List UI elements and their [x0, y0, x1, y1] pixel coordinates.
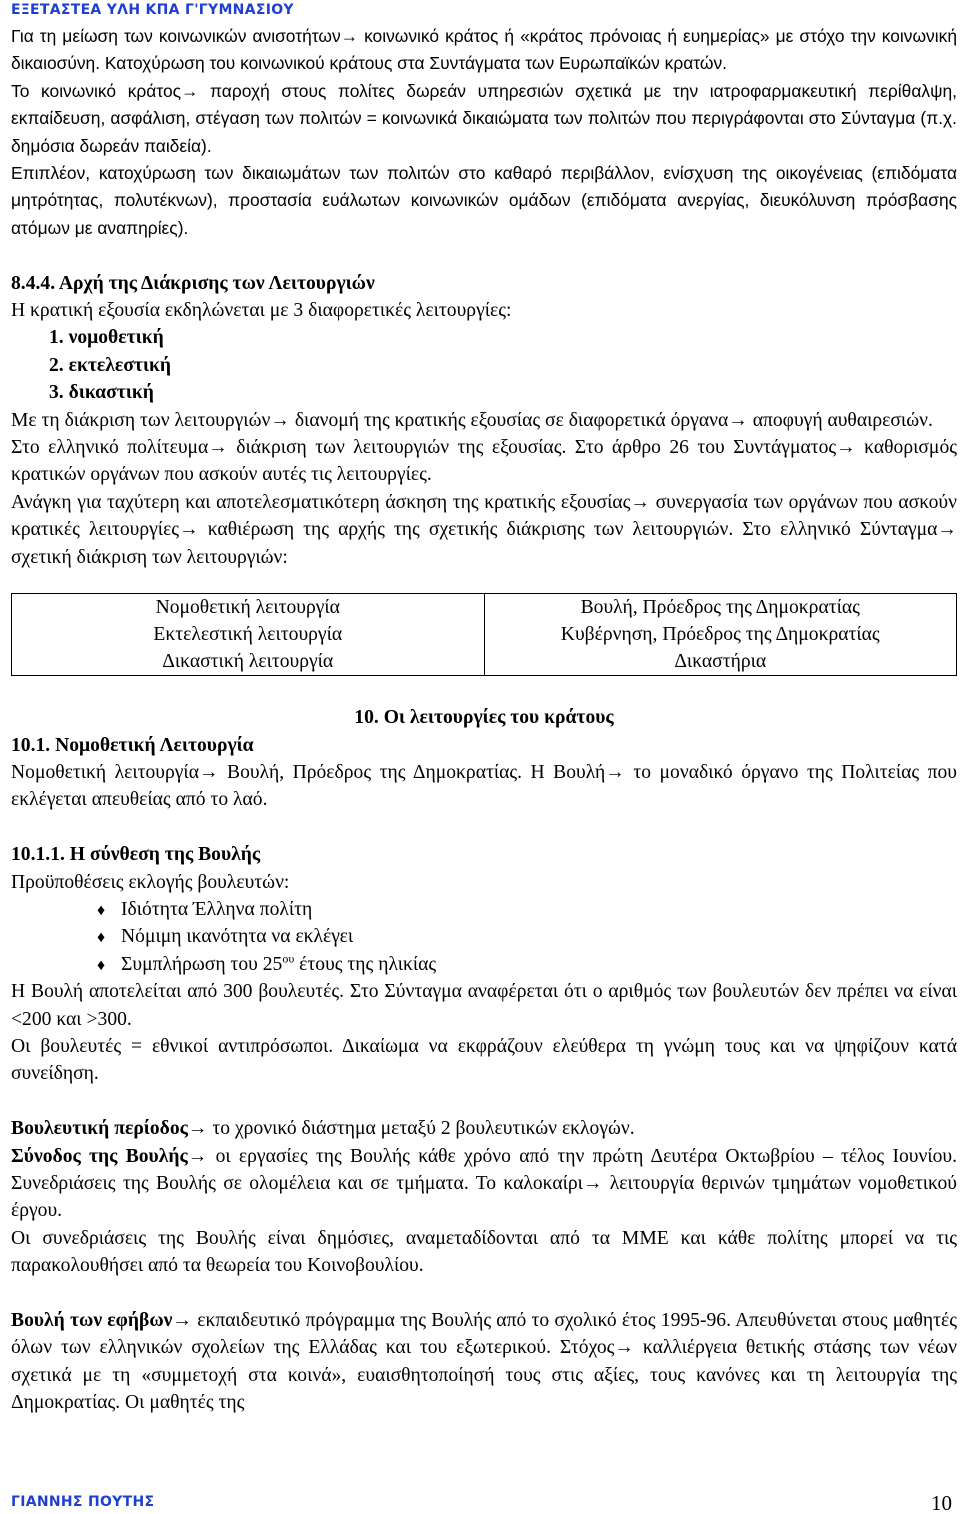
page-header: ΕΞΕΤΑΣΤΕΑ ΥΛΗ ΚΠΑ Γ'ΓΥΜΝΑΣΙΟΥ — [11, 2, 294, 18]
eligibility-list — [11, 896, 957, 978]
ordinal-suffix: ου — [282, 951, 295, 966]
table-cell: Εκτελεστική λειτουργία — [12, 621, 485, 648]
list-item-text: Νόμιμη ικανότητα να εκλέγει — [121, 926, 354, 948]
list-item — [11, 923, 957, 950]
list-item-text: Συμπλήρωση του 25 — [121, 953, 283, 975]
intro-paragraph-2: Το κοινωνικό κράτος→ παροχή στους πολίτες δωρεάν υπηρεσιών σχετικά με την ιατροφαρμακευτική περίθαλψη, εκπαίδευση, ασφάλιση, στέγαση των πολιτών = κοινωνικά δικαιώματα των πολιτών που περιγράφονται στο Σύνταγμα (π.χ. δημόσια δωρεάν παιδεία). — [11, 80, 957, 156]
session-label: Σύνοδος της Βουλής — [11, 1145, 188, 1167]
table-row — [12, 648, 957, 676]
document-body — [11, 23, 957, 1417]
list-item — [11, 951, 957, 978]
composition-paragraph-2: Οι βουλευτές = εθνικοί αντιπρόσωποι. Δικαίωμα να εκφράζουν ελεύθερα τη γνώμη τους και να ψηφίζουν κατά συνείδηση. — [11, 1035, 957, 1085]
list-item: 1. νομοθετική — [49, 327, 164, 349]
youth-parliament-paragraph: Βουλή των εφήβων→ εκπαιδευτικό πρόγραμμα της Βουλής από το σχολικό έτος 1995-96. Απευθύνεται στους μαθητές όλων των ελληνικών σχολείων της Ελλάδας και του εξωτερικού. Στόχος→ καλλιέργεια θετικής στάσης των νέων σχετικά με τη «συμμετοχή στα κοινά», ευαισθητοποίησή τους στις αξίες, τους κανόνες και τη λειτουργία της Δημοκρατίας. Οι μαθητές της — [11, 1310, 957, 1414]
separation-paragraph-2: Στο ελληνικό πολίτευμα→ διάκριση των λειτουργιών της εξουσίας. Στο άρθρο 26 του Συντάγματος→ καθορισμός κρατικών οργάνων που ασκούν αυτές τις λειτουργίες. — [11, 437, 957, 486]
youth-parliament-label: Βουλή των εφήβων — [11, 1310, 173, 1331]
legislative-paragraph: Νομοθετική λειτουργία→ Βουλή, Πρόεδρος της Δημοκρατίας. Η Βουλή→ το μοναδικό όργανο της Πολιτείας που εκλέγεται απευθείας από το λαό. — [11, 761, 957, 811]
table-cell: Κυβέρνηση, Πρόεδρος της Δημοκρατίας — [484, 621, 957, 648]
table-row — [12, 594, 957, 622]
separation-paragraph-1: Με τη διάκριση των λειτουργιών→ διανομή της κρατικής εξουσίας σε διαφορετικά όργανα→ αποφυγή αυθαιρεσιών. — [11, 409, 933, 431]
section-8-4-4-lead: Η κρατική εξουσία εκδηλώνεται με 3 διαφορετικές λειτουργίες: — [11, 300, 512, 322]
section-10-1-title: 10.1. Νομοθετική Λειτουργία — [11, 734, 254, 756]
page-footer-author: ΓΙΑΝΝΗΣ ΠΟΥΤΗΣ — [11, 1494, 155, 1510]
intro-paragraph-3: Επιπλέον, κατοχύρωση των δικαιωμάτων των πολιτών στο καθαρό περιβάλλον, ενίσχυση της οικογένειας (επιδόματα μητρότητας, πολυτέκνων), προστασία ευάλωτων κοινωνικών ομάδων (επιδόματα ανεργίας, διευκόλυνση πρόσβασης ατόμων με αναπηρίες). — [11, 163, 957, 238]
list-item: 2. εκτελεστική — [49, 354, 172, 376]
diamond-bullet-icon: ♦ — [97, 929, 106, 947]
eligibility-lead: Προϋποθέσεις εκλογής βουλευτών: — [11, 871, 290, 893]
diamond-bullet-icon: ♦ — [97, 956, 106, 974]
public-sessions-paragraph: Οι συνεδριάσεις της Βουλής είναι δημόσιες, αναμεταδίδονται από τα ΜΜΕ και κάθε πολίτης μπορεί να τις παρακολουθήσει από τα θεωρεία του Κοινοβουλίου. — [11, 1227, 957, 1277]
table-cell: Δικαστική λειτουργία — [12, 648, 485, 676]
composition-paragraph-1: Η Βουλή αποτελείται από 300 βουλευτές. Στο Σύνταγμα αναφέρεται ότι ο αριθμός των βουλευτών δεν πρέπει να είναι <200 και >300. — [11, 981, 957, 1030]
intro-paragraph-1: Για τη μείωση των κοινωνικών ανισοτήτων→ κοινωνικό κράτος ή «κράτος πρόνοιας ή ευημερίας» με στόχο την κοινωνική δικαιοσύνη. Κατοχύρωση του κοινωνικού κράτους στα Συντάγματα των Ευρωπαϊκών κρατών. — [11, 26, 957, 74]
list-item — [11, 896, 957, 923]
section-8-4-4-title: 8.4.4. Αρχή της Διάκρισης των Λειτουργιών — [11, 272, 375, 294]
list-item-text: έτους της ηλικίας — [294, 953, 437, 975]
session-paragraph: Σύνοδος της Βουλής→ οι εργασίες της Βουλής κάθε χρόνο από την πρώτη Δευτέρα Οκτωβρίου – τέλος Ιουνίου. Συνεδριάσεις της Βουλής σε ολομέλεια και σε τμήματα. Το καλοκαίρι→ λειτουργία θερινών τμημάτων νομοθετικού έργου. — [11, 1145, 957, 1222]
table-cell: Δικαστήρια — [484, 648, 957, 676]
section-10-title: 10. Οι λειτουργίες του κράτους — [354, 707, 614, 729]
page-number: 10 — [931, 1491, 952, 1514]
term-label: Βουλευτική περίοδος — [11, 1118, 188, 1140]
table-cell: Νομοθετική λειτουργία — [12, 594, 485, 622]
diamond-bullet-icon: ♦ — [97, 901, 106, 919]
list-item: 3. δικαστική — [49, 382, 154, 404]
list-item-text: Ιδιότητα Έλληνα πολίτη — [121, 898, 313, 920]
table-row — [12, 621, 957, 648]
intro-section — [11, 23, 957, 242]
table-cell: Βουλή, Πρόεδρος της Δημοκρατίας — [484, 594, 957, 622]
separation-paragraph-3: Ανάγκη για ταχύτερη και αποτελεσματικότερη άσκηση της κρατικής εξουσίας→ συνεργασία των οργάνων που ασκούν κρατικές λειτουργίες→ καθιέρωση της αρχής της σχετικής διάκρισης των λειτουργιών. Στο ελληνικό Σύνταγμα→ σχετική διάκριση των λειτουργιών: — [11, 491, 957, 568]
term-paragraph: Βουλευτική περίοδος→ το χρονικό διάστημα μεταξύ 2 βουλευτικών εκλογών. — [11, 1118, 635, 1140]
functions-table — [11, 593, 957, 676]
section-10-1-1-title: 10.1.1. Η σύνθεση της Βουλής — [11, 844, 261, 866]
functions-list — [11, 324, 957, 406]
